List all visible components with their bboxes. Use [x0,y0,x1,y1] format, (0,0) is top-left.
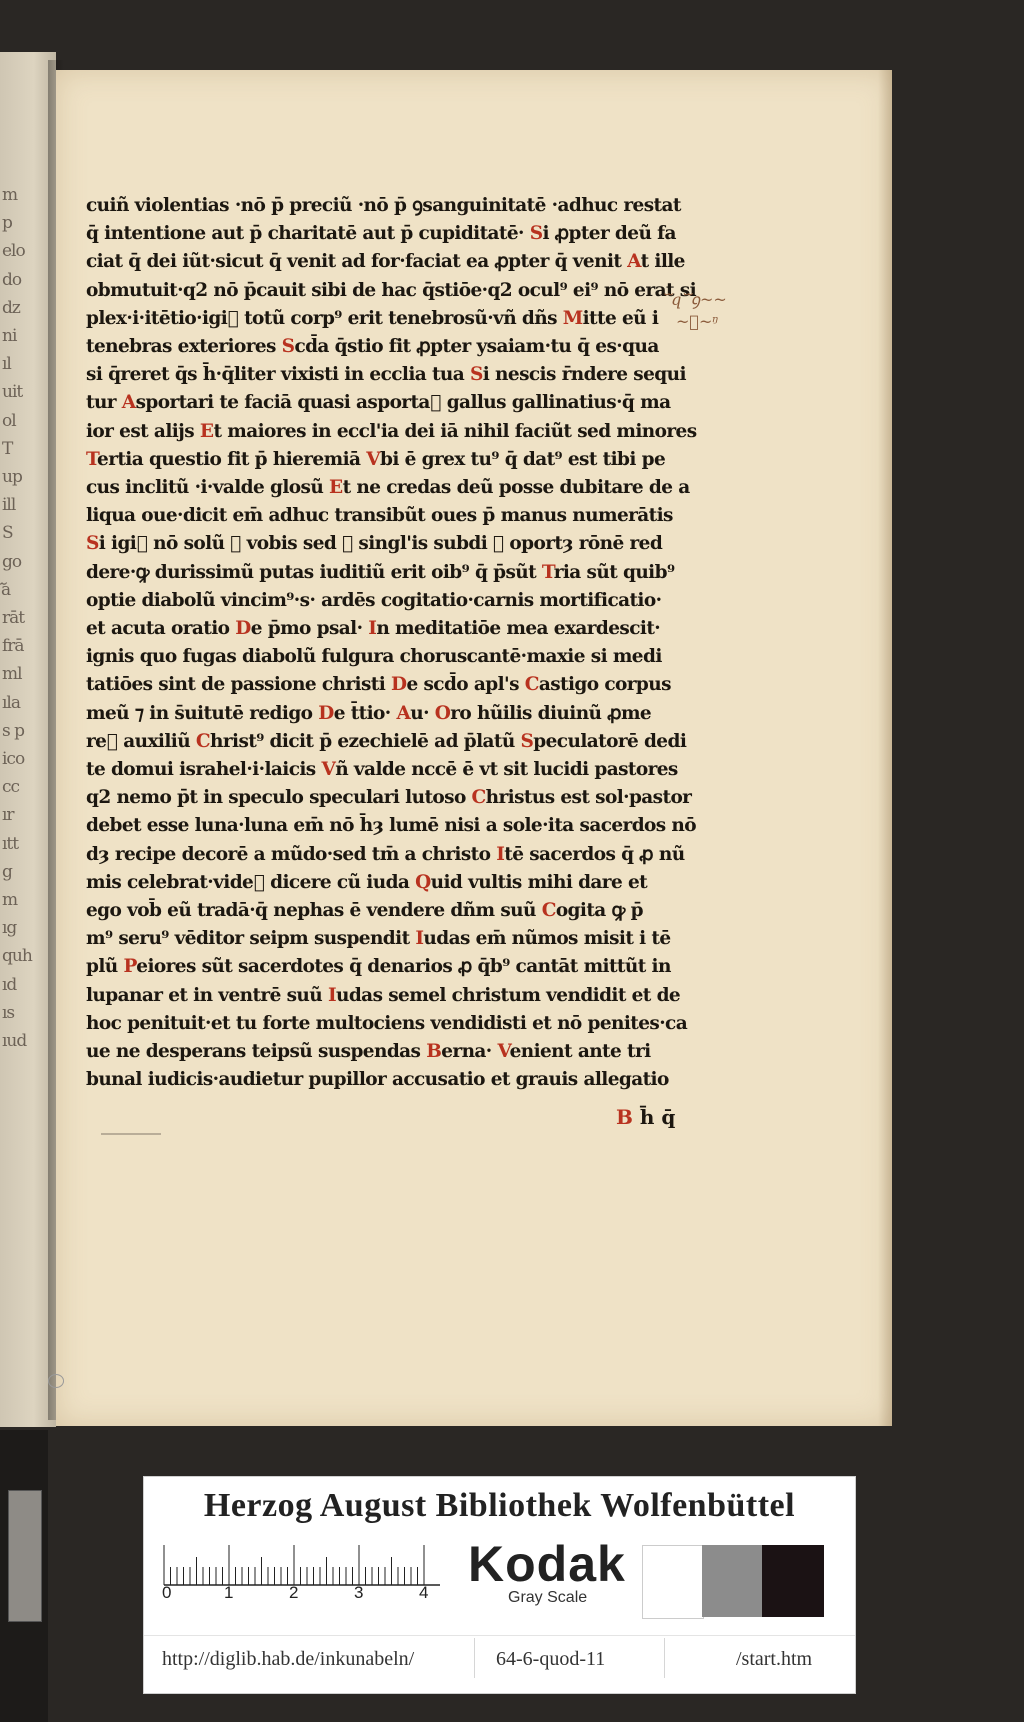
left-leaf-fragment: ıg [2,918,17,939]
text-segment: hrist⁹ dicit p̄ ezechielē ad p̄latũ [210,730,521,752]
ruler-number-4: 4 [419,1583,429,1602]
text-segment: liqua oue·dicit em̄ adhuc transibũt oues p̄ manus numerātis [86,505,673,527]
left-leaf-fragment: rāt [2,608,25,628]
text-segment: te domui israhel·i·laicis [86,759,322,781]
ruler-number-2: 2 [289,1583,299,1602]
rubricated-initial: C [541,900,556,922]
text-segment: et acuta oratio [86,618,236,640]
swatch-white [642,1545,704,1619]
text-line [86,361,776,389]
rubricated-initial: Q [415,871,431,893]
text-line [86,1010,776,1038]
text-segment: uid vultis mihi dare et [430,871,648,893]
left-leaf-fragment: cc [2,777,20,798]
text-segment: lupanar et in ventrē suũ [86,984,328,1006]
url-id[interactable]: 64-6-quod-11 [496,1648,606,1670]
lower-left-board [0,1430,48,1722]
rubricated-initial: A [121,392,136,414]
text-segment: mis celebrat·videᷓ dicere cũ iuda [86,871,416,893]
text-segment: erna· [441,1041,498,1063]
page-ring-mark [48,1374,64,1388]
text-line [86,953,776,981]
kodak-logo: Kodak [468,1536,626,1592]
text-block [86,192,776,1095]
swatch-black [762,1545,824,1617]
text-segment: i nescis r̄ndere sequi [482,364,686,386]
text-line [86,784,776,812]
rubricated-initial: C [195,730,211,752]
text-segment: e scd̄o apl's [406,674,525,696]
text-segment: optie diabolũ vincim⁹·s· ardēs cogitatio·carnis mortificatio· [86,589,662,611]
text-segment: ciat q̄ dei iũt·sicut q̄ venit ad for·faciat ea ꝓpter q̄ venit [86,251,628,273]
ruler-number-0: 0 [162,1583,172,1602]
left-leaf-fragment: ol [2,410,16,431]
text-line [86,559,776,587]
rubricated-initial: I [415,928,424,950]
left-leaf-fragment: ır [2,805,14,826]
margin-note-2: ~ᷓ~ᵑ [676,312,719,331]
rubricated-initial: I [327,984,336,1006]
left-leaf-fragment: dz [2,297,20,318]
left-leaf-fragment: ill [2,495,16,516]
text-segment: debet esse luna·luna em̄ nō h̄ȝ lumē nisi a sole·ita sacerdos nō [86,815,697,837]
text-segment: obmutuit·q2 nō p̄cauit sibi de hac q̄stiōe·q2 ocul⁹ ei⁹ nō erat si [86,279,697,301]
text-segment: itte eũ i [582,307,659,329]
left-leaf-fragment: go [2,551,22,572]
left-leaf-fragment: s p [2,720,25,741]
left-leaf-fragment: ᷓa [2,579,11,600]
catchword-initial: B [616,1105,633,1129]
text-segment: si q̄reret q̄s h̄·q̄liter vixisti in ecclia tua [86,364,471,386]
text-segment: e p̄mo psal· [250,618,369,640]
rubricated-initial: S [281,336,295,358]
rubricated-initial: A [396,702,411,724]
left-leaf-fragment: ıtt [2,833,19,854]
text-segment: sportari te faciā quasi asportaᷓ gallus gallinatius·q̄ ma [135,392,671,414]
ruler-number-3: 3 [354,1583,364,1602]
library-label [143,1476,856,1694]
text-segment: ro hũilis diuinũ ꝓme [450,702,652,724]
text-line [86,474,776,502]
shelf-tag [8,1490,42,1622]
text-segment: tatiōes sint de passione christi [86,674,391,696]
text-segment: plũ [86,956,124,978]
rubricated-initial: V [321,759,336,781]
rubricated-initial: I [368,618,377,640]
text-segment: eiores sũt sacerdotes q̄ denarios ꝓ q̄b⁹ cantāt mittũt in [136,956,671,978]
text-line [86,333,776,361]
left-leaf-fragment: T [2,438,13,459]
text-segment: dȝ recipe decorē a mũdo·sed tm̄ a christo [86,843,497,865]
left-leaf-fragment: ıud [2,1031,27,1051]
text-line [86,700,776,728]
rubricated-initial: E [329,477,343,499]
rubricated-initial: I [496,843,505,865]
text-line [86,897,776,925]
left-leaf-fragment: up [2,467,22,487]
text-line [86,248,776,276]
text-line [86,756,776,784]
rubricated-initial: A [627,251,641,273]
text-line [86,982,776,1010]
text-segment: t maiores in eccl'ia dei iā nihil faciũt sed minores [213,420,697,442]
text-line [86,869,776,897]
text-line [86,389,776,417]
text-segment: cuiñ violentias ·nō p̄ preciũ ·nō p̄ ꝯsanguinitatē ·adhuc restat [86,195,681,216]
url-suffix[interactable]: /start.htm [736,1648,813,1670]
text-segment: e t̄tio· [333,702,397,724]
rubricated-initial: T [541,561,554,583]
text-segment: cd̄a q̄stio fit ꝓpter ysaiam·tu q̄ es·qua [294,336,659,358]
text-segment: ria sũt quib⁹ [553,561,675,583]
catchword [616,1105,675,1129]
text-segment: tur [86,392,122,414]
left-leaf-fragment: ıla [2,692,21,713]
text-line [86,530,776,558]
library-title: Herzog August Bibliothek Wolfenbüttel [203,1487,796,1524]
text-segment: bunal iudicis·audietur pupillor accusatio et grauis allegatio [86,1069,669,1091]
left-leaf-fragment: m [2,890,18,910]
text-segment: n meditatiōe mea exardescit· [376,618,661,640]
pencil-dash [101,1133,161,1135]
text-segment: ertia questio fit p̄ hieremiā [97,448,367,470]
text-segment: meũ ⁊ in s̄uitutē redigo [86,702,319,724]
rubricated-initial: V [497,1041,510,1063]
text-line [86,192,776,220]
text-segment: udas semel christum vendidit et de [336,984,681,1006]
text-line [86,615,776,643]
margin-note-1: ᷓ q ᷓ ꝯ~~ [666,290,727,309]
left-leaf-fragment: ico [2,749,25,769]
rubricated-initial: O [434,702,451,724]
rubricated-initial: D [318,702,334,724]
left-leaf-fragment: ıs [2,1002,15,1023]
url-row [144,1635,855,1686]
text-segment: tenebras exteriores [86,336,282,358]
text-segment: hristus est sol·pastor [485,787,692,809]
text-segment: t ne credas deũ posse dubitare de a [342,477,690,499]
text-segment: m⁹ seru⁹ vēditor seipm suspendit [86,928,416,950]
rubricated-initial: C [471,787,486,809]
url-separator [664,1638,665,1678]
left-leaf-fragment: do [2,269,22,290]
rubricated-initial: S [470,364,483,386]
rubricated-initial: M [562,307,583,329]
left-leaf-fragment: g [2,861,12,882]
text-segment: peculatorē dedi [533,730,687,752]
text-segment: ignis quo fugas diabolũ fulgura choruscantē·maxie si medi [86,646,662,668]
text-segment: bi ē grex tu⁹ q̄ dat⁹ est tibi pe [380,448,666,470]
rubricated-initial: S [520,730,534,752]
left-leaf-fragment: ıd [2,974,17,995]
text-segment: ñ valde nccē ē vt sit lucidi pastores [335,759,678,781]
left-leaf-fragment: ml [2,664,22,685]
text-line [86,1038,776,1066]
left-leaf-fragment: elo [2,241,25,262]
text-line [86,812,776,840]
text-line [86,446,776,474]
text-segment: i igiᷓ nō solũ ꝓ vobis sed ꝓ singl'is subdi ⁊ oportȝ rōnē red [98,533,663,555]
text-line [86,728,776,756]
text-segment: ego vob̄ eũ tradā·q̄ nephas ē vendere dñm suũ [86,900,542,922]
text-segment: udas em̄ nũmos misit i tē [423,928,671,950]
gray-scale-caption: Gray Scale [508,1589,588,1606]
text-segment: tē sacerdos q̄ ꝓ nũ [504,843,685,865]
rubricated-initial: B [426,1041,442,1063]
text-line [86,1066,776,1094]
text-segment: ior est alijs [86,420,200,442]
swatch-gray [702,1545,762,1617]
text-segment: astigo corpus [538,674,671,696]
text-line [86,502,776,530]
text-segment: ogita ꝙ p̄ [555,900,643,922]
left-leaf-fragment: quh [2,946,32,967]
left-leaf-fragment: frā [2,636,24,657]
text-line [86,925,776,953]
text-segment: q̄ intentione aut p̄ charitatē aut p̄ cupiditatē· [86,223,530,245]
text-segment: ue ne desperans teipsũ suspendas [86,1041,427,1063]
rubricated-initial: C [524,674,539,696]
manuscript-page [56,70,892,1426]
text-segment: plex·i·itētio·igiᷓ totũ corp⁹ erit tenebrosũ·vñ dñs [86,307,563,329]
left-leaf-fragment: ıl [2,354,11,375]
ruler-scale [162,1539,442,1589]
ruler-number-1: 1 [224,1583,234,1602]
text-segment: t ille [640,251,685,273]
left-leaf-fragment: m [2,185,18,205]
rubricated-initial: S [86,533,99,555]
text-segment: u· [410,702,435,724]
text-line [86,587,776,615]
text-segment: cus inclitũ ·i·valde glosũ [86,477,330,499]
url-separator [474,1638,475,1678]
text-line [86,671,776,699]
left-leaf-fragment: ni [2,326,17,346]
left-leaf-fragment: p [2,213,12,234]
rubricated-initial: D [235,618,251,640]
ruler-numbers [162,1583,442,1605]
rubricated-initial: E [199,420,214,442]
text-segment: i ꝓpter deũ fa [542,223,676,245]
rubricated-initial: V [366,448,381,470]
text-line [86,841,776,869]
catchword-text: h̄ q̄ [639,1105,676,1129]
text-segment: reᷓ auxiliũ [86,730,196,752]
text-segment: hoc penituit·et tu forte multociens vendidisti et nō penites·ca [86,1012,688,1034]
left-leaf-fragment: S [2,523,13,544]
text-line [86,220,776,248]
rubricated-initial: D [391,674,407,696]
left-leaf-fragment: uit [2,382,23,403]
text-line [86,643,776,671]
text-segment: dere·ꝙ durissimũ putas iuditiũ erit oib⁹ q̄ p̄sũt [86,561,542,583]
text-segment: enient ante tri [509,1041,651,1063]
text-line [86,418,776,446]
rubricated-initial: T [86,448,98,470]
text-segment: q2 nemo p̄t in speculo speculari lutoso [86,787,472,809]
rubricated-initial: P [123,956,137,978]
rubricated-initial: S [529,223,543,245]
url-prefix[interactable]: http://diglib.hab.de/inkunabeln/ [162,1648,415,1670]
